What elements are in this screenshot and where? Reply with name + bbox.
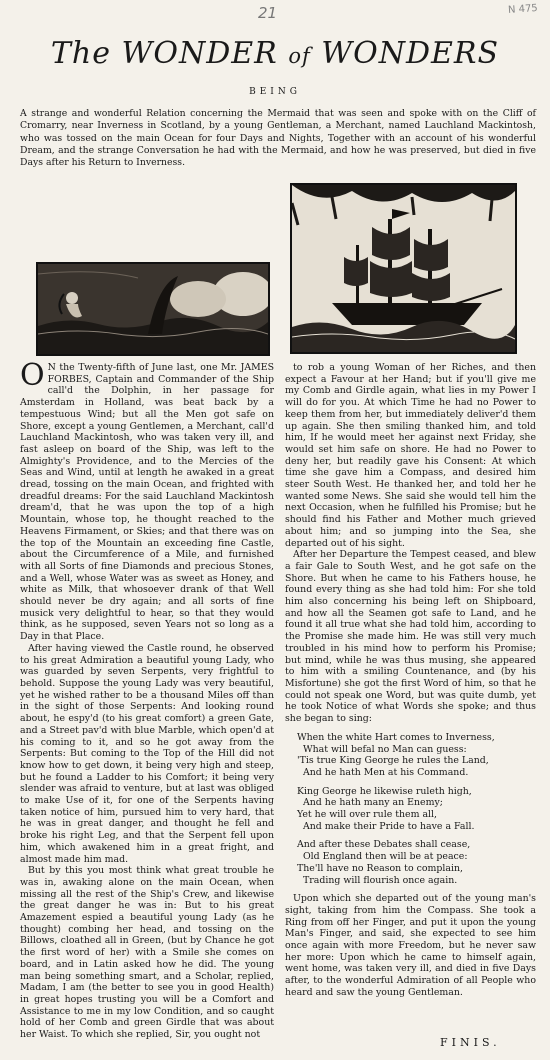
mermaid-woodcut-svg — [38, 264, 268, 354]
verse-line: 'Tis true King George he rules the Land, — [297, 755, 489, 767]
paragraph-3: But by this you most think what great trouble he was in, awaking alone on the main Ocean, when missing all the rest of the Ship's Crew, and likewise the great danger he was in: But to his great Amazement espied a beautiful young Lady (as he thought) combing her head, and tossing on the Billows, cloathed all in Green, (but by Chance he got the first word of her) with a Smile she comes on board, and in Latin asked how he did. The young man being something smart, and a Scholar, replied, Madam, I am (the better to see you in good Health) in great hopes trusting you will be a Comfort and Assistance to me in my low Condition, and so caught hold of her Comb and green Girdle that was about her Waist. To which she replied, Sir, you ought not — [20, 865, 274, 1041]
paragraph-1 — [20, 358, 274, 643]
verse-line: And he hath Men at his Command. — [303, 766, 469, 778]
verse-line: King George he likewise ruleth high, — [297, 785, 472, 797]
paragraph-4: to rob a young Woman of her Riches, and then expect a Favour at her Hand; but if you'll give me my Comb and Girdle again, what lies in my Power I will do for you. At which Time he had no Power to keep them from her, but immediately deliver'd them up again. She then smiling thanked him, and told him, If he would meet her against next Friday, she would set him safe on shore. He had no Power to deny her, but readily gave his Consent: At which time she gave him a Compass, and desired him steer South West. He thanked her, and told her he wanted some News. She said she would tell him the next Occasion, when he fulfilled his Promise; but he should find his Father and Mother much grieved about him; and so jumping into the Sea, she departed out of his sight. — [285, 362, 536, 549]
page-title — [0, 36, 550, 71]
handwritten-note: 21 — [258, 4, 278, 22]
title-wonders: WONDERS — [321, 36, 500, 71]
song-verse-3 — [297, 839, 536, 886]
intro-paragraph: A strange and wonderful Relation concerning the Mermaid that was seen and spoke with on the Cliff of Cromarry, near Inverness in Scotland, by a young Gentleman, a Merchant, named Lauchland Mackintosh, who was tossed on the main Ocean for four Days and Nights, Together with an account of his wonderful Dream, and the strange Conversation he had with the Mermaid, and how he was preserved, but died in five Days after his Return to Inverness. — [20, 108, 536, 169]
verse-line: What will befal no Man can guess: — [303, 743, 467, 755]
library-stamp: N 475 — [507, 2, 539, 17]
title-wonder: WONDER — [121, 36, 278, 71]
ship-woodcut-svg — [292, 185, 515, 352]
paragraph-5: After her Departure the Tempest ceased, and blew a fair Gale to South West, and he got safe on the Shore. But when he came to his Fathers house, he found every thing as she had told him: For she told him also concerning his being left on Shipboard, and how all the Seamen got safe to Land, and he found it all true what she had told him, according to the Promise she made him. He was still very much troubled in his mind how to perform his Promise; but mind, while he was thus musing, she appeared to him with a smiling Countenance, and (by his Misfortune) she got the first Word of him, so that he could not speak one Word, but was quite dumb, yet he took Notice of what Words she spoke; and thus she began to sing: — [285, 549, 536, 725]
paragraph-2: After having viewed the Castle round, he observed to his great Admiration a beautiful young Lady, who was guarded by seven Serpents, very frightful to behold. Suppose the young Lady was very beautiful, yet he wished rather to be a thousand Miles off than in the sight of those Serpents: And looking round about, he espy'd (to his great comfort) a green Gate, and a Street pav'd with blue Marble, which open'd at his coming to it, and so he got away from the Serpents: But coming to the Top of the Hill did not know how to get down, it being very high and steep, but he found a Ladder to his Comfort; it being very slender was afraid to venture, but at last was obliged to make Use of it, for one of the Serpents having taken notice of him, pursued him to very hard, that he was in great danger, and thought he fell and broke his right Leg, and that the Serpent fell upon him, which awakened him in a great fright, and almost made him mad. — [20, 642, 274, 865]
verse-line: And make their Pride to have a Fall. — [303, 820, 475, 832]
title-of: of — [288, 44, 311, 68]
verse-line: Yet he will over rule them all, — [297, 809, 438, 821]
right-column — [285, 362, 536, 999]
mermaid-woodcut-icon — [36, 262, 270, 356]
verse-line: When the white Hart comes to Inverness, — [297, 731, 495, 743]
paragraph-1-text: N the Twenty-fifth of June last, one Mr. JAMES FORBES, Captain and Commander of the Ship call'd the Dolphin, in her passage for Amsterdam in Holland, was beat back by a tempestuous Wind; but all the Men got safe on Shore, except a young Gentlemen, a Merchant, call'd Lauchland Mackintosh, who was taken very ill, and fast asleep on board of the Ship, was left to the Almighty's Providence, and to the Mercies of the Seas and Wind, until at length he awaked in a great dread, tossing on the main Ocean, and frighted with dreadful dreams: For the said Lauchland Mackintosh dream'd, that he was upon the top of a high Mountain, whose top, he thought reached to the Heavens Firmament, or Skies; and that there was on the top of the Mountain an exceeding fine Castle, about the Circumference of a Mile, and furnished with all Sorts of fine Diamonds and precious Stones, and a Well, whose Water was as sweet as Honey, and white as Milk, that whosoever drank of that Well should never be dry again; and all sorts of fine musick very delightful to hear, so that they would think, as he supposed, seven Years not so long as a Day in that Place. — [20, 362, 274, 643]
verse-line: And he hath many an Enemy; — [303, 797, 443, 809]
verse-line: The'll have no Reason to complain, — [297, 862, 463, 874]
finis-label: FINIS. — [440, 1036, 501, 1049]
paragraph-6: Upon which she departed out of the young man's sight, taking from him the Compass. She took a Ring from off her Finger, and put it upon the young Man's Finger, and said, she expected to see him once again with more Freedom, but he never saw her more: Upon which he came to himself again, went home, was taken very ill, and died in five Days after, to the wonderful Admiration of all People who heard and saw the young Gentleman. — [285, 893, 536, 998]
title-the: The — [50, 36, 111, 71]
verse-line: Old England then will be at peace: — [303, 851, 468, 863]
left-column — [20, 358, 274, 1041]
drop-cap: O — [20, 358, 45, 393]
song-verse-2 — [297, 786, 536, 833]
verse-line: Trading will flourish once again. — [303, 874, 458, 886]
song-verse-1 — [297, 732, 536, 779]
ship-woodcut-icon — [290, 183, 517, 354]
subtitle-being: BEING — [249, 87, 301, 97]
verse-line: And after these Debates shall cease, — [297, 839, 471, 851]
